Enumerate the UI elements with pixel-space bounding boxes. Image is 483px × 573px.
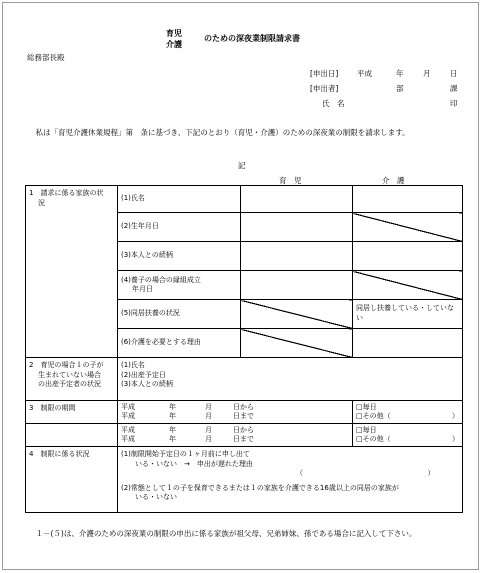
- s3-p2-to-era: 平成: [121, 435, 135, 443]
- s3-opt-other-2-row: [356, 435, 459, 445]
- date-year-unit: 年: [396, 69, 404, 78]
- ki-heading: 記: [238, 161, 246, 170]
- s3-p1-from-era: 平成: [121, 402, 135, 411]
- dept-unit: 部: [396, 84, 404, 93]
- request-form-table: [25, 185, 463, 513]
- s1-item-nursing-reason: (6)介護を必要とする理由: [118, 329, 241, 358]
- s1-nursing-relation-field[interactable]: [353, 242, 463, 271]
- col-header-childcare: 育 児: [279, 176, 302, 185]
- section1-label: [26, 186, 118, 358]
- section4-label: 4 制限に係る状況: [26, 447, 118, 513]
- s3-p2-to-year: 年: [169, 435, 176, 443]
- s4-item2-a: (2)常態として１の子を保育できるまたは１の家族を介護できる16歳以上の同居の家族が: [121, 483, 399, 492]
- section3-label: 3 制限の期間: [26, 401, 118, 424]
- s2-item-name: (1)氏名: [121, 361, 145, 369]
- s3-p1-to-era: 平成: [121, 412, 135, 420]
- s3-p1-to-year: 年: [169, 412, 176, 420]
- applicant-label: [申出者]: [310, 84, 339, 93]
- s1-item-cohabitation: (5)同居扶養の状況: [118, 300, 241, 329]
- s1-childcare-name-field[interactable]: [241, 186, 353, 213]
- s3-p2-to-day: 日まで: [233, 435, 254, 443]
- s3-p2-from-month: 月: [205, 425, 212, 434]
- s1-item-adoption-b: 年月日: [132, 285, 153, 293]
- s3-opt-daily-1[interactable]: □毎日: [356, 402, 377, 411]
- s4-item1-c-open: （: [296, 469, 303, 477]
- addressee: 総務部長殿: [27, 53, 65, 62]
- section2-content[interactable]: [118, 358, 463, 401]
- s2-item-relation: (3)本人との続柄: [121, 380, 173, 388]
- section4-content[interactable]: [118, 447, 463, 513]
- section1-label-b: 況: [38, 198, 45, 207]
- s4-item1-c: [121, 469, 459, 479]
- s2-item-due-date: (2)出産予定日: [121, 370, 166, 379]
- s1-item-adoption: [118, 271, 241, 300]
- s1-nursing-reason-field[interactable]: [353, 329, 463, 358]
- s1-childcare-reason-crossed: [241, 329, 353, 358]
- section2-label-c: の出産予定者の状況: [38, 380, 101, 388]
- s3-p2-from-year: 年: [169, 425, 176, 434]
- s3-p1-from-day: 日から: [233, 402, 254, 411]
- s1-item-relation: (3)本人との続柄: [118, 242, 241, 271]
- s3-opt-daily-2[interactable]: □毎日: [356, 425, 377, 434]
- s1-nursing-name-field[interactable]: [353, 186, 463, 213]
- s3-opt-other-2-close: ）: [452, 435, 459, 443]
- date-day-unit: 日: [450, 69, 458, 78]
- date-label: [申出日]: [310, 69, 339, 78]
- s1-item-birthdate: (2)生年月日: [118, 213, 241, 242]
- s4-item1-c-close: ）: [427, 469, 435, 477]
- s3-period-2[interactable]: [118, 424, 353, 447]
- date-month-unit: 月: [423, 69, 431, 78]
- s3-opt-other-2[interactable]: □その他（: [356, 435, 391, 443]
- seal-mark: 印: [450, 99, 458, 108]
- section3-label-blank: [26, 424, 118, 447]
- s1-nursing-cohabitation-field[interactable]: 同居し扶養している・していない: [353, 300, 463, 329]
- s3-period-2-to: [121, 435, 349, 445]
- s3-period-1[interactable]: [118, 401, 353, 424]
- s3-p1-from-month: 月: [205, 402, 212, 411]
- s3-period-1-from: [121, 403, 349, 413]
- s3-p1-to-day: 日まで: [233, 412, 254, 420]
- s1-nursing-birthdate-crossed: [353, 213, 463, 242]
- section2-label-b: 生まれていない場合: [38, 370, 101, 379]
- name-label: 氏 名: [322, 99, 345, 108]
- section-unit: 課: [450, 84, 458, 93]
- title-nursing: 介護: [166, 40, 182, 49]
- s4-item2-b: いる・いない: [135, 493, 177, 501]
- s4-item1-b: いる・いない → 申出が遅れた理由: [135, 459, 253, 468]
- s1-item-adoption-a: (4)養子の場合の縁組成立: [121, 275, 201, 284]
- s3-period-2-from: [121, 426, 349, 436]
- s3-opt-other-1-row: [356, 412, 459, 422]
- s3-frequency-2[interactable]: [353, 424, 463, 447]
- s3-p1-from-year: 年: [169, 402, 176, 411]
- s3-p2-from-era: 平成: [121, 425, 135, 434]
- s3-p2-from-day: 日から: [233, 425, 254, 434]
- s1-childcare-relation-field[interactable]: [241, 242, 353, 271]
- col-header-nursing: 介 護: [382, 176, 405, 185]
- date-era: 平成: [357, 69, 372, 78]
- intro-paragraph: 私は「育児介護休業規程」第 条に基づき、下記のとおり（育児・介護）のための深夜業の制限を請求します。: [35, 128, 410, 137]
- s1-item-name: (1)氏名: [118, 186, 241, 213]
- s3-opt-other-1[interactable]: □その他（: [356, 412, 391, 420]
- section1-label-a: 1 請求に係る家族の状: [29, 189, 104, 197]
- s1-childcare-birthdate-field[interactable]: [241, 213, 353, 242]
- s3-frequency-1[interactable]: [353, 401, 463, 424]
- s4-item1-a: (1)制限開始予定日の１ヶ月前に申し出て: [121, 450, 250, 458]
- s3-opt-other-1-close: ）: [452, 412, 459, 420]
- s1-nursing-adoption-crossed: [353, 271, 463, 300]
- s1-childcare-cohabitation-crossed: [241, 300, 353, 329]
- s3-period-1-to: [121, 412, 349, 422]
- page-title: のための深夜業制限請求書: [204, 34, 300, 43]
- section2-label-a: 2 育児の場合１の子が: [29, 361, 104, 369]
- section2-label: [26, 358, 118, 401]
- title-stack: [166, 28, 182, 50]
- footer-note: １－(５)は、介護のための深夜業の制限の申出に係る家族が祖父母、兄弟姉妹、孫である場合に記入して下さい。: [35, 529, 417, 538]
- title-childcare: 育児: [166, 29, 182, 38]
- s3-p1-to-month: 月: [205, 412, 212, 420]
- s3-p2-to-month: 月: [205, 435, 212, 443]
- s1-childcare-adoption-field[interactable]: [241, 271, 353, 300]
